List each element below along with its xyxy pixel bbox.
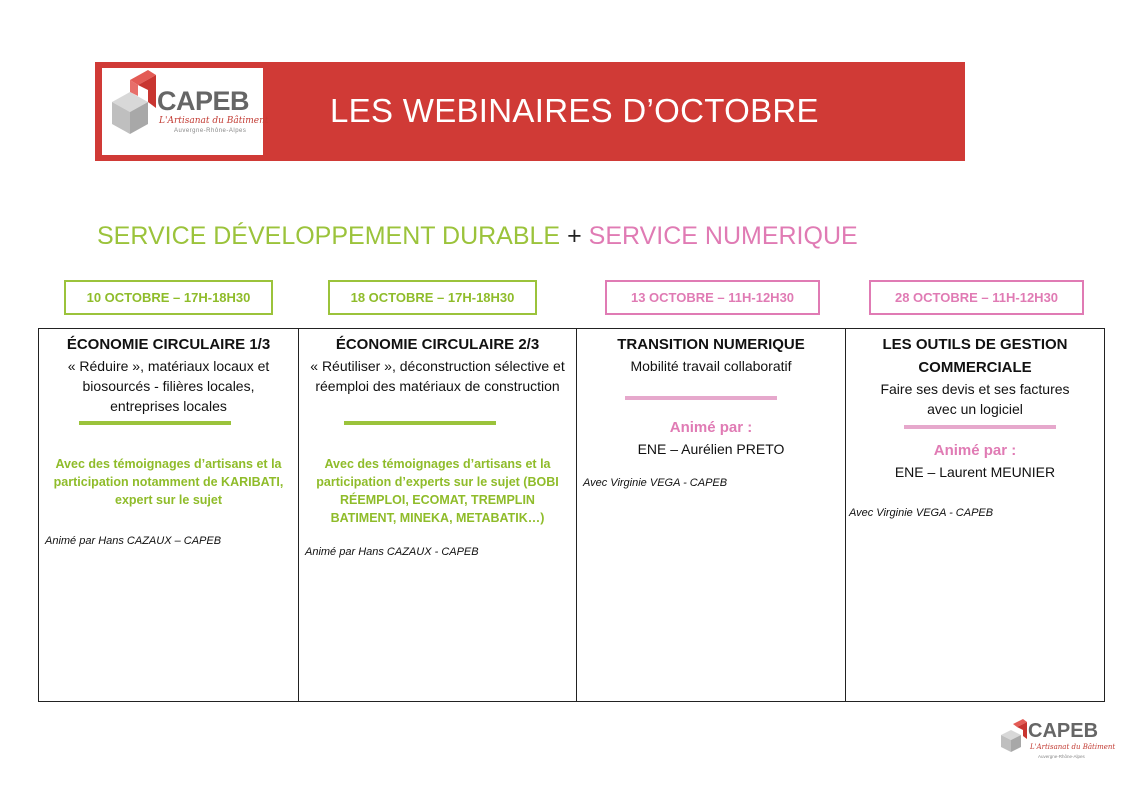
footer-logo-name: CAPEB xyxy=(1028,720,1099,742)
footer-logo-tagline: L'Artisanat du Bâtiment xyxy=(1030,743,1116,751)
subtitle-plus: + xyxy=(567,222,582,250)
webinar-host-note: Avec Virginie VEGA - CAPEB xyxy=(583,477,728,489)
webinar-description: « Réutiliser », déconstruction sélective et réemploi des matériaux de construction xyxy=(310,358,565,394)
services-subtitle xyxy=(97,222,858,251)
webinar-description: Mobilité travail collaboratif xyxy=(630,358,792,374)
animated-by-label: Animé par : xyxy=(933,442,1017,459)
logo-name: CAPEB xyxy=(157,86,250,116)
subtitle-numerique: SERVICE NUMERIQUE xyxy=(588,222,858,250)
date-box-3: 13 OCTOBRE – 11H-12H30 xyxy=(605,280,820,315)
webinar-column-3 xyxy=(577,329,846,701)
date-box-1: 10 OCTOBRE – 17H-18H30 xyxy=(64,280,273,315)
date-box-4: 28 OCTOBRE – 11H-12H30 xyxy=(869,280,1084,315)
webinar-host-note: Animé par Hans CAZAUX – CAPEB xyxy=(45,535,222,547)
animated-by-name: ENE – Aurélien PRETO xyxy=(637,441,785,457)
divider-rule xyxy=(344,421,496,425)
webinar-description: Faire ses devis et ses factures avec un logiciel xyxy=(880,381,1070,417)
logo-region: Auvergne-Rhône-Alpes xyxy=(174,128,247,134)
webinar-host-note: Avec Virginie VEGA - CAPEB xyxy=(849,507,994,519)
webinar-table xyxy=(38,328,1105,702)
footer-capeb-logo xyxy=(998,718,1116,764)
footer-logo-region: Auvergne-Rhône-Alpes xyxy=(1038,754,1085,759)
webinar-column-4 xyxy=(846,329,1104,701)
webinar-testimony: Avec des témoignages d’artisans et la participation d’experts sur le sujet (BOBI RÉEMPLOI, ECOMAT, TREMPLIN BATIMENT, MINEKA, METABATIK…) xyxy=(316,457,559,525)
capeb-cube-icon xyxy=(102,68,162,155)
animated-by-label: Animé par : xyxy=(669,419,753,436)
webinar-title: ÉCONOMIE CIRCULAIRE 2/3 xyxy=(335,336,540,353)
webinar-column-2 xyxy=(299,329,577,701)
divider-rule xyxy=(625,396,777,400)
webinar-title: TRANSITION NUMERIQUE xyxy=(617,336,805,353)
webinar-title: ÉCONOMIE CIRCULAIRE 1/3 xyxy=(66,336,271,353)
divider-rule xyxy=(904,425,1056,429)
page-title: LES WEBINAIRES D’OCTOBRE xyxy=(330,92,819,129)
webinar-column-1 xyxy=(39,329,299,701)
subtitle-durable: SERVICE DÉVELOPPEMENT DURABLE xyxy=(97,222,561,250)
divider-rule xyxy=(79,421,231,425)
animated-by-name: ENE – Laurent MEUNIER xyxy=(894,464,1056,480)
webinar-title: LES OUTILS DE GESTION COMMERCIALE xyxy=(882,336,1068,376)
webinar-testimony: Avec des témoignages d’artisans et la participation notamment de KARIBATI, expert sur le sujet xyxy=(53,457,284,507)
webinar-description: « Réduire », matériaux locaux et biosourcés - filières locales, entreprises locales xyxy=(67,358,270,414)
date-box-2: 18 OCTOBRE – 17H-18H30 xyxy=(328,280,537,315)
footer-cube-icon xyxy=(998,718,1030,758)
webinar-host-note: Animé par Hans CAZAUX - CAPEB xyxy=(305,546,479,558)
capeb-logo xyxy=(102,68,269,155)
logo-tagline: L'Artisanat du Bâtiment xyxy=(159,116,269,126)
